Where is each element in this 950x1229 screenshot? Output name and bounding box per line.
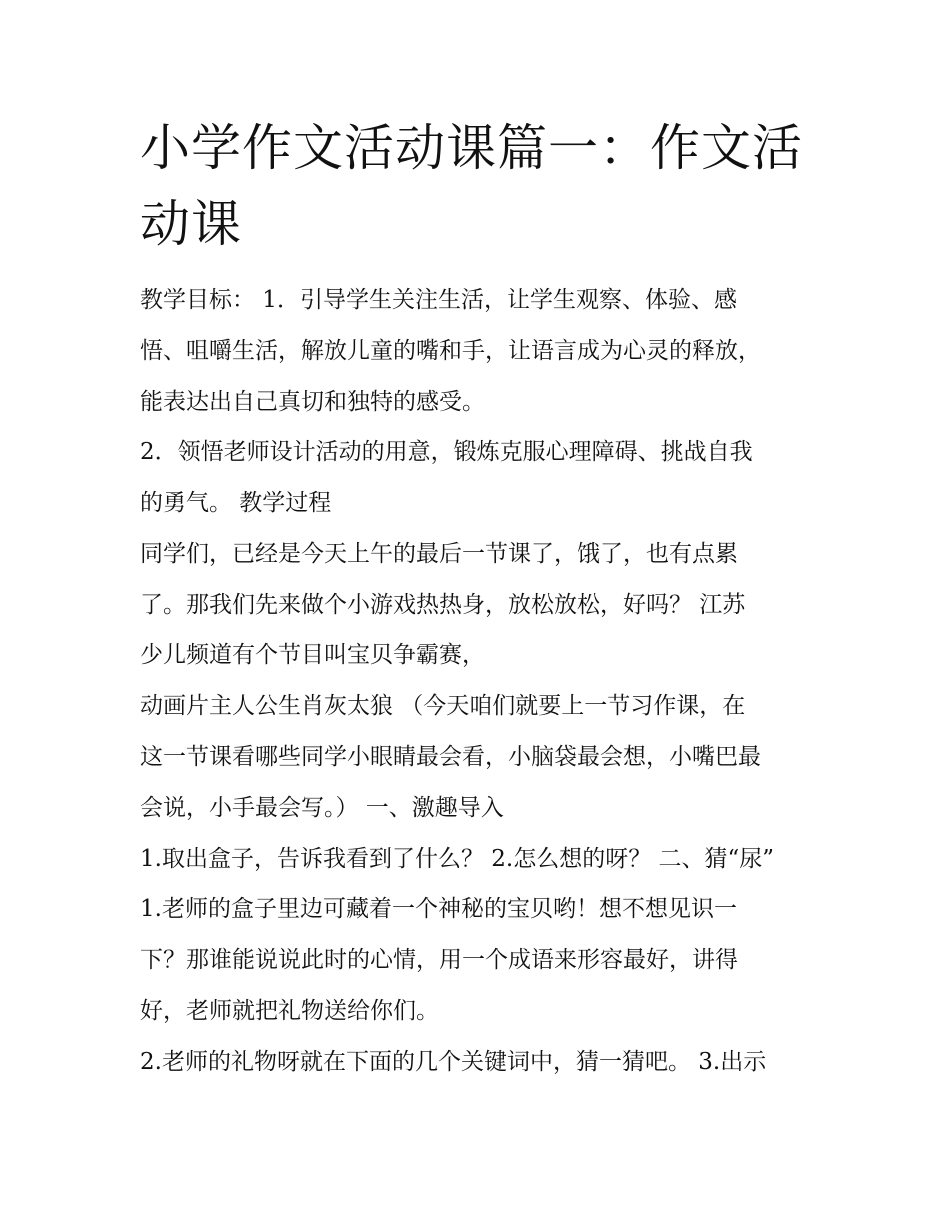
body-line: 这一节课看哪些同学小眼睛最会看，小脑袋最会想，小嘴巴最 [140,744,761,770]
document-title [140,110,820,262]
body-line: 悟、咀嚼生活，解放儿童的嘴和手，让语言成为心灵的释放， [140,338,761,364]
body-line: 同学们，已经是今天上午的最后一节课了，饿了，也有点累 [140,541,738,567]
title-line-1: 小学作文活动课篇一：作文活 [140,119,803,177]
body-line-objectives: 教学目标： 1．引导学生关注生活，让学生观察、体验、感 [140,287,737,313]
body-line: 好，老师就把礼物送给你们。 [140,998,439,1024]
body-line: 2．领悟老师设计活动的用意，锻炼克服心理障碍、挑战自我 [140,439,753,465]
body-line: 1.老师的盒子里边可藏着一个神秘的宝贝哟！想不想见识一 [140,896,737,922]
body-line: 会说，小手最会写。） 一、激趣导入 [140,795,504,821]
body-line: 1.取出盒子，告诉我看到了什么？ 2.怎么想的呀？ 二、猜“尿” [140,846,775,872]
title-line-2: 动课 [140,195,242,253]
body-line: 了。那我们先来做个小游戏热热身，放松放松，好吗？ 江苏 [140,592,746,618]
body-line: 的勇气。 教学过程 [140,490,332,516]
body-line: 2.老师的礼物呀就在下面的几个关键词中，猜一猜吧。 3.出示 [140,1049,767,1075]
body-line: 少儿频道有个节目叫宝贝争霸赛， [140,642,485,668]
body-line: 动画片主人公生肖灰太狼 （今天咱们就要上一节习作课，在 [140,693,746,719]
body-line: 下？那谁能说说此时的心情，用一个成语来形容最好，讲得 [140,947,738,973]
body-line: 能表达出自己真切和独特的感受。 [140,389,485,415]
